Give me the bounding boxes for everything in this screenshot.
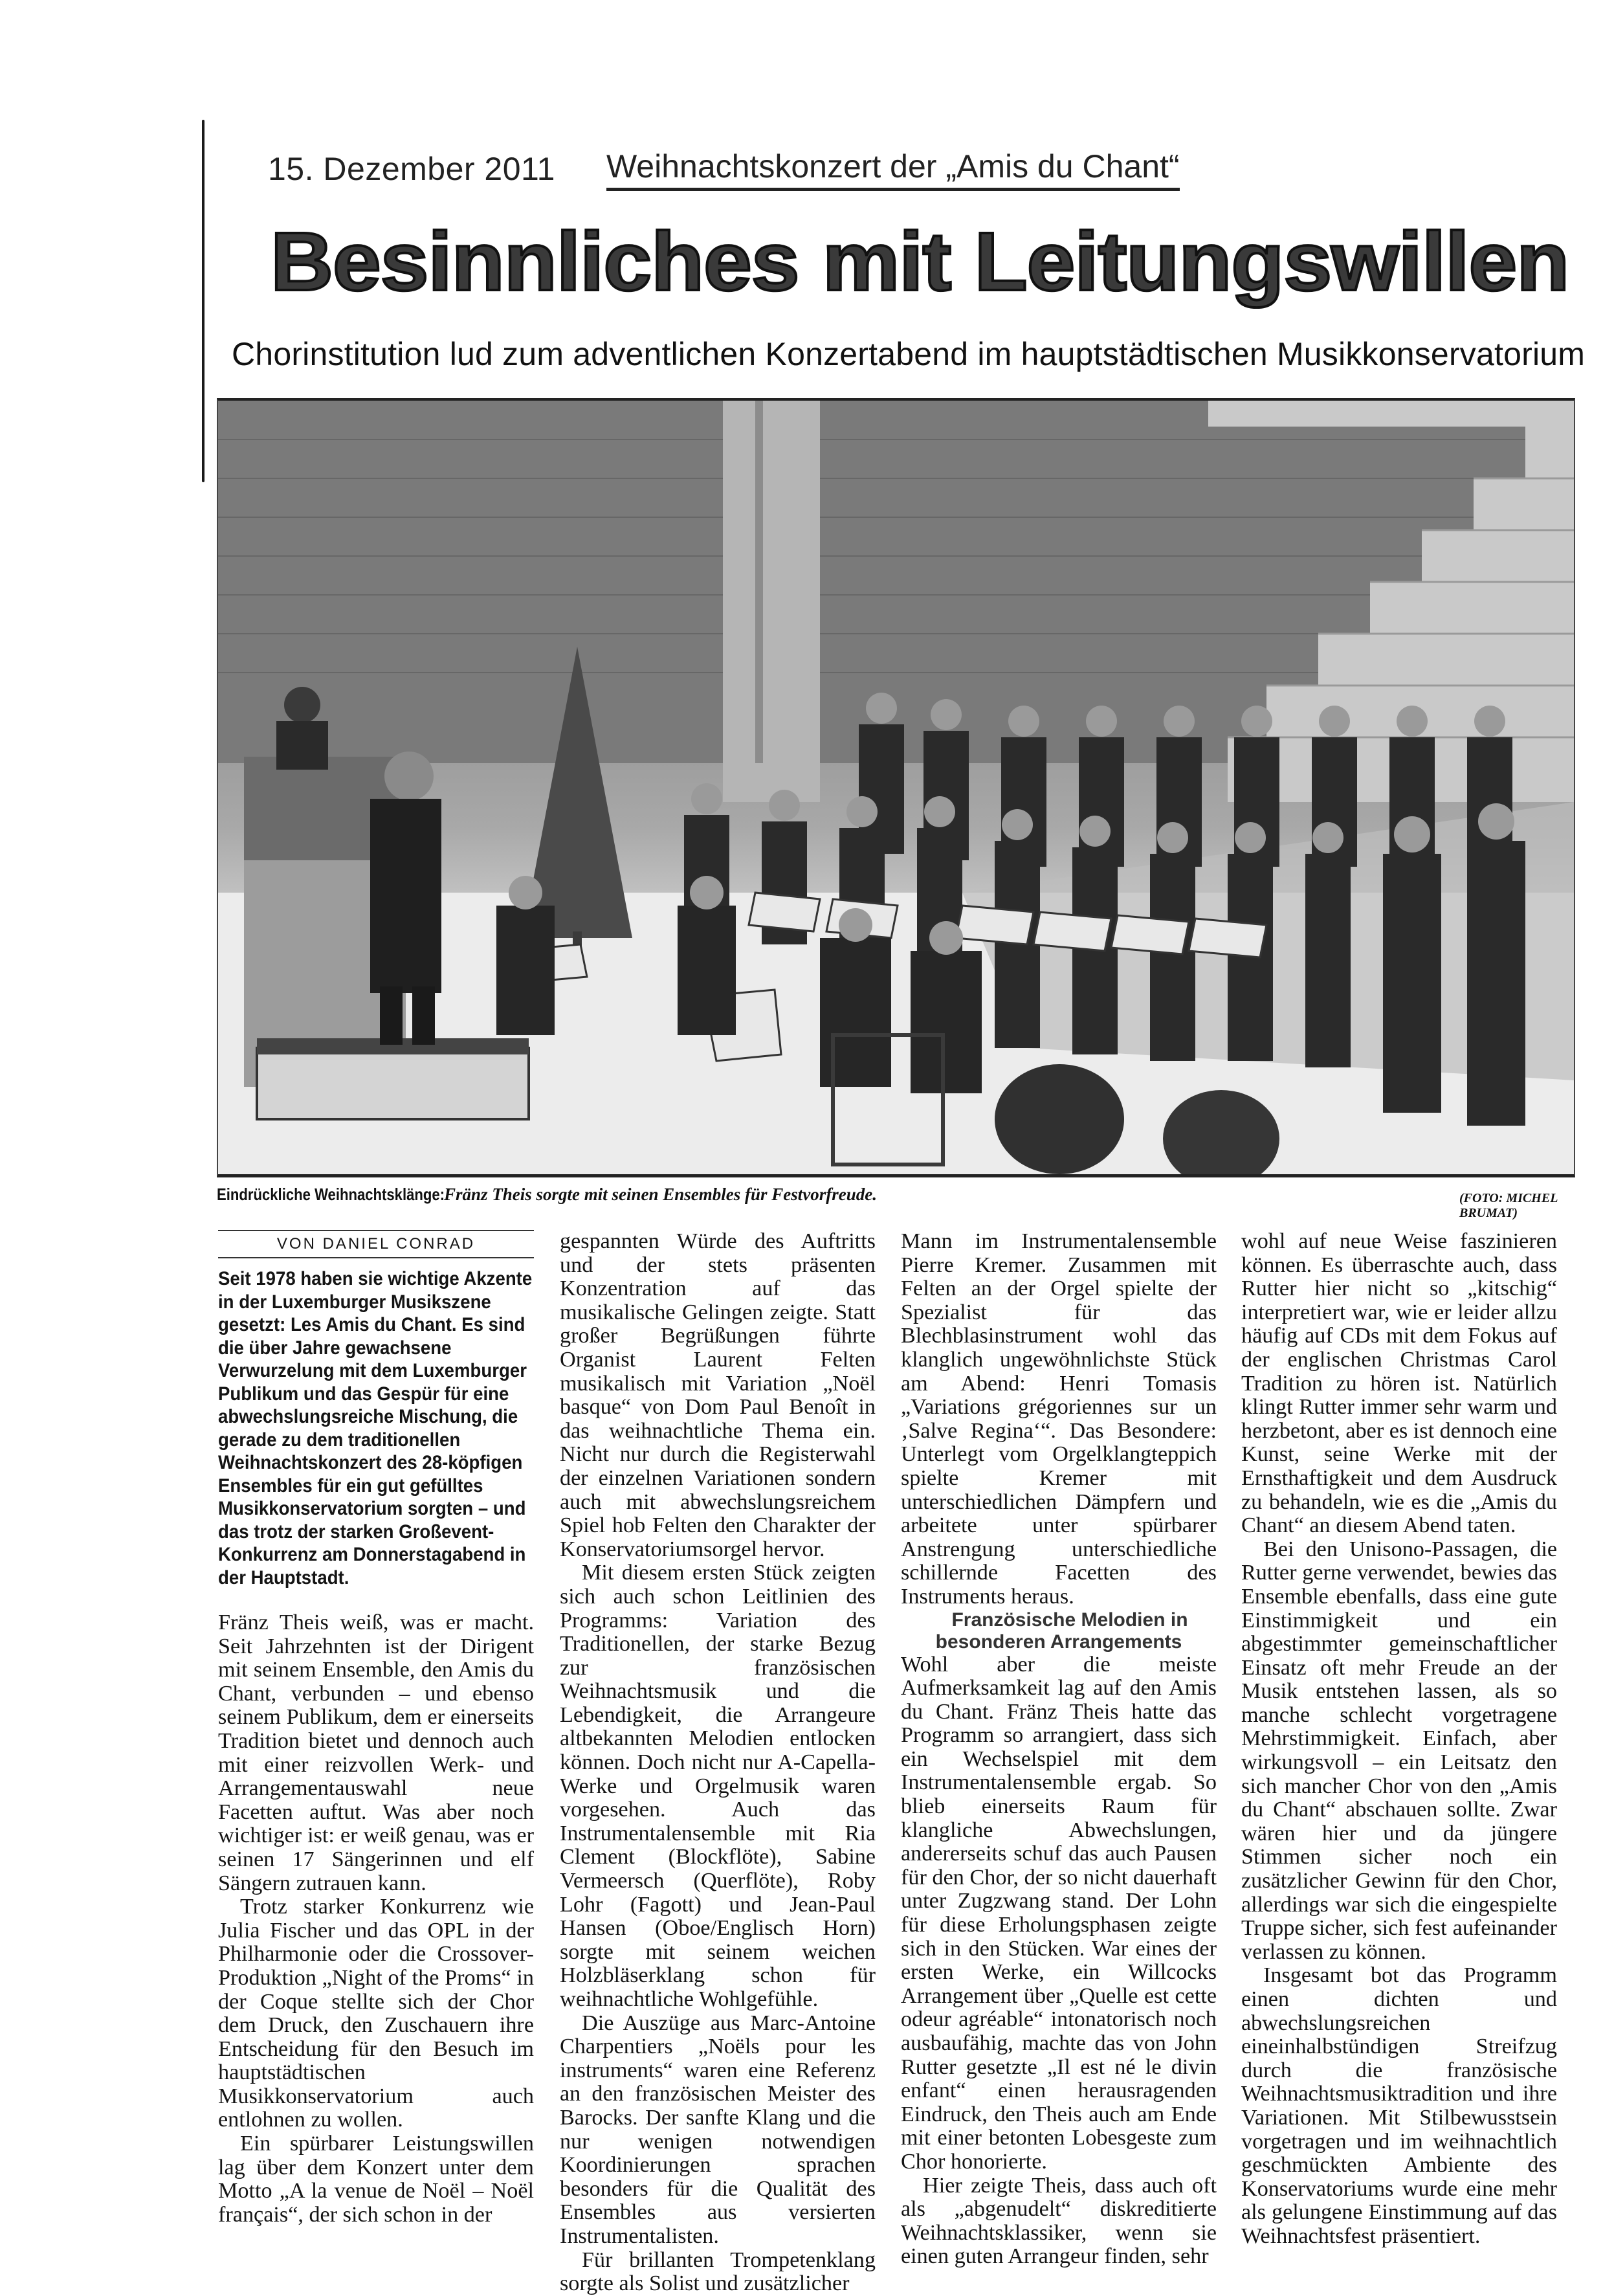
paragraph: Bei den Unisono-Passagen, die Rutter gerne verwendet, bewies das Ensemble ebenfalls, dass eine gute Einstimmigkeit und ein abgestimmter gemeinschaftlicher Einsatz oft mehr Freude an der Musik entstehen lassen, als so manche schlecht vorgetragene Mehrstimmigkeit. Einfach, aber wirkungsvoll – ein Leitsatz den sich mancher Chor von den „Amis du Chant“ abschauen sollte. Zwar wären hier und da jüngere Stimmen sicher noch ein zusätzlicher Gewinn für den Chor, allerdings war sich die eingespielte Truppe sicher, sich fest aufeinander verlassen zu können. [1241,1537,1557,1964]
caption-text: Fränz Theis sorgte mit seinen Ensembles für Festvorfreude. [443,1185,877,1204]
paragraph: Wohl aber die meiste Aufmerksamkeit lag auf den Amis du Chant. Fränz Theis hatte das Programm so arrangiert, dass sich ein Wechselspiel mit dem Instrumentalensemble ergab. So blieb einerseits Raum für klangliche Abwechslungen, andererseits schuf das auch Pausen für den Chor, der so nicht dauerhaft unter Zugzwang stand. Der Lohn für diese Erholungsphasen zeigte sich in den Stücken. War eines der ersten Werke, ein Willcocks Arrangement über „Quelle est cette odeur agréable“ intonatorisch noch ausbaufähig, machte das von John Rutter gesetzte „Il est né le divin enfant“ einen herausragenden Eindruck, den Theis auch am Ende mit einer betonten Lobesgeste zum Chor honorierte. [901,1652,1217,2174]
paragraph: Fränz Theis weiß, was er macht. Seit Jahrzehnten ist der Dirigent mit seinem Ensemble, den Amis du Chant, verbunden – und ebenso seinem Publikum, dem er einerseits Tradition bietet und dennoch auch mit einer reizvollen Werk- und Arrangementauswahl neue Facetten auftut. Was aber noch wichtiger ist: er weiß genau, was er seinen 17 Sängerinnen und elf Sängern zutrauen kann. [218,1611,534,1895]
article-column-4 [1241,1230,1557,2249]
article-subheadline: Chorinstitution lud zum adventlichen Konzertabend im hauptstädtischen Musikkonservatorium [232,336,1586,372]
concert-photo [217,398,1575,1177]
paragraph: Mann im Instrumentalensemble Pierre Kremer. Zusammen mit Felten an der Orgel spielte der Spezialist für das Blechblasinstrument wohl das klanglich ungewöhnlichste Stück am Abend: Henri Tomasis „Variations grégoriennes sur un ‚Salve Regina‘“. Das Besondere: Unterlegt vom Orgelklangteppich spielte Kremer mit unterschiedlichen Dämpfern und arbeitete unter spürbarer Anstrengung unterschiedliche schillernde Facetten des Instruments heraus. [901,1229,1217,1609]
paragraph: Die Auszüge aus Marc-Antoine Charpentiers „Noëls pour les instruments“ waren eine Referenz an den französischen Meister des Barocks. Der sanfte Klang und die nur wenigen notwendigen Koordinierungen sprachen besonders für die Qualität des Ensembles aus versierten Instrumentalisten. [560,2011,876,2248]
photo-credit: (FOTO: MICHEL BRUMAT) [1459,1191,1558,1220]
paragraph: gespannten Würde des Auftritts und der stets präsenten Konzentration auf das musikalische Gelingen zeigte. Statt großer Begrüßungen führte Organist Laurent Felten musikalisch mit Variation „Noël basque“ von Dom Paul Benoît in das weihnachtliche Thema ein. Nicht nur durch die Registerwahl der einzelnen Variationen sondern auch mit abwechslungsreichem Spiel hob Felten den Charakter der Konservatoriumsorgel hervor. [560,1229,876,1561]
concert-photo-illustration [218,401,1574,1174]
photo-caption [217,1185,877,1205]
publication-date: 15. Dezember 2011 [268,151,555,187]
paragraph: Hier zeigte Theis, dass auch oft als „abgenudelt“ diskreditierte Weihnachtsklassiker, wenn sie einen guten Arrangeur finden, sehr [901,2173,1217,2269]
caption-lead: Eindrückliche Weihnachtsklänge: [217,1185,445,1204]
paragraph: Ein spürbarer Leistungswillen lag über dem Konzert unter dem Motto „A la venue de Noël – Noël français“, der sich schon in der [218,2132,534,2227]
section-subheading: Französische Melodien in besonderen Arrangements [935,1609,1188,1653]
article-lede: Seit 1978 haben sie wichtige Akzente in der Luxemburger Musikszene gesetzt: Les Amis du Chant. Es sind die über Jahre gewachsene Verwurzelung mit dem Luxemburger Publikum und das Gespür für eine abwechslungsreiche Mischung, die gerade zu dem traditionellen Weihnachtskonzert des 28-köpfigen Ensembles für ein gut gefülltes Musikkonservatorium sorgten – und das trotz der starken Großevent-Konkurrenz am Donnerstagabend in der Hauptstadt. [218,1268,533,1588]
paragraph: Trotz starker Konkurrenz wie Julia Fischer und das OPL in der Philharmonie oder die Crossover-Produktion „Night of the Proms“ in der Coque stellte sich der Chor dem Druck, den Zuschauern ihre Entscheidung für den Besuch im hauptstädtischen Musikkonservatorium auch entlohnen zu wollen. [218,1895,534,2132]
paragraph: Für brillanten Trompetenklang sorgte als Solist und zusätzlicher [560,2247,876,2296]
article-column-1 [218,1230,534,2227]
byline: VON DANIEL CONRAD [218,1230,534,1258]
article-kicker: Weihnachtskonzert der „Amis du Chant“ [606,148,1180,191]
article-headline: Besinnliches mit Leitungswillen [271,216,1569,308]
paragraph: wohl auf neue Weise faszinieren können. Es überraschte auch, dass Rutter hier nicht so „kitschig“ interpretiert war, wie er leider allzu häufig auf CDs mit dem Fokus auf der englischen Christmas Carol Tradition zu hören ist. Natürlich klingt Rutter immer sehr warm und herzbetont, aber es ist dennoch eine Kunst, seine Werke mit der Ernsthaftigkeit und dem Ausdruck zu behandeln, wie es die „Amis du Chant“ an diesem Abend taten. [1241,1229,1557,1538]
paragraph: Mit diesem ersten Stück zeigten sich auch schon Leitlinien des Programms: Variation des Traditionellen, der starke Bezug zur französischen Weihnachtsmusik und die Lebendigkeit, die Arrangeure altbekannten Melodien entlocken können. Doch nicht nur A-Capella-Werke und Orgelmusik waren vorgesehen. Auch das Instrumentalensemble mit Ria Clement (Blockflöte), Sabine Vermeersch (Querflöte), Roby Lohr (Fagott) und Jean-Paul Hansen (Oboe/Englisch Horn) sorgte mit seinem weichen Holzbläserklang schon für weihnachtliche Wohlgefühle. [560,1561,876,2011]
article-column-2 [560,1230,876,2296]
paragraph: Insgesamt bot das Programm einen dichten und abwechslungsreichen eineinhalbstündigen Streifzug durch die französische Weihnachtsmusiktradition und ihre Variationen. Mit Stilbewusstsein vorgetragen und im weihnachtlich geschmückten Ambiente des Konservatoriums wurde eine mehr als gelungene Einstimmung auf das Weihnachtsfest präsentiert. [1241,1963,1557,2248]
article-column-3 [901,1230,1217,2269]
margin-mark [202,120,205,482]
